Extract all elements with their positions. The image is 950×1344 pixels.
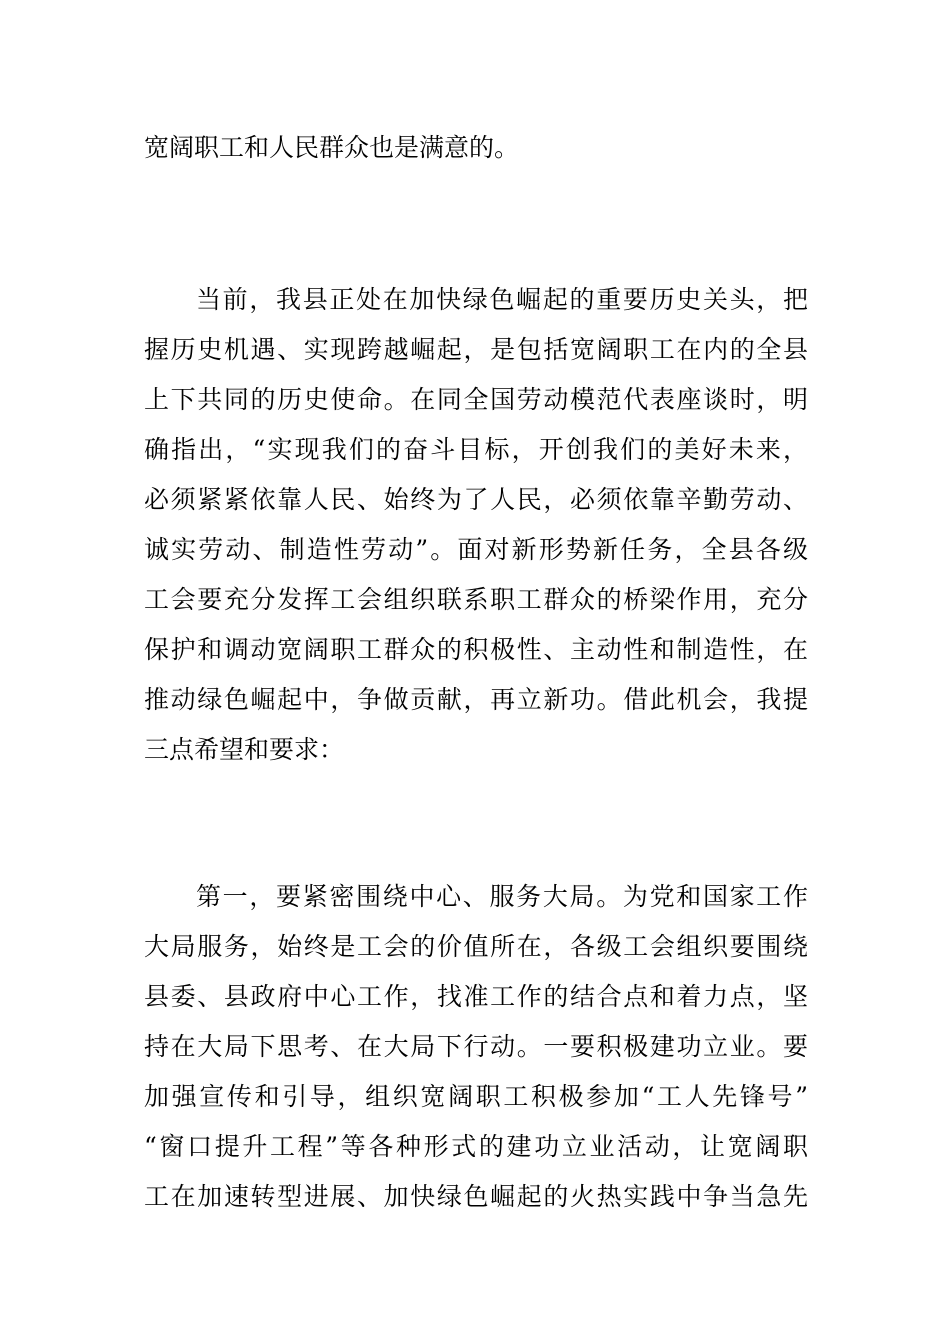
paragraph-3-line-6: “窗口提升工程”等各种形式的建功立业活动，让宽阔职 bbox=[144, 1132, 808, 1161]
paragraph-3-line-1: 第一，要紧密围绕中心、服务大局。为党和国家工作 bbox=[196, 882, 808, 911]
paragraph-2-line-1: 当前，我县正处在加快绿色崛起的重要历史关头，把 bbox=[196, 285, 808, 314]
paragraph-2-line-5: 必须紧紧依靠人民、始终为了人民，必须依靠辛勤劳动、 bbox=[144, 485, 808, 514]
paragraph-2-line-4: 确指出，“实现我们的奋斗目标，开创我们的美好未来， bbox=[144, 435, 808, 464]
paragraph-3-line-7: 工在加速转型进展、加快绿色崛起的火热实践中争当急先 bbox=[144, 1182, 808, 1211]
paragraph-2-line-10: 三点希望和要求： bbox=[144, 735, 345, 764]
paragraph-2-line-7: 工会要充分发挥工会组织联系职工群众的桥梁作用，充分 bbox=[144, 585, 808, 614]
paragraph-2-line-8: 保护和调动宽阔职工群众的积极性、主动性和制造性，在 bbox=[144, 635, 808, 664]
paragraph-1-line-1: 宽阔职工和人民群众也是满意的。 bbox=[144, 133, 520, 162]
paragraph-3-line-2: 大局服务，始终是工会的价值所在，各级工会组织要围绕 bbox=[144, 932, 808, 961]
paragraph-3-line-5: 加强宣传和引导，组织宽阔职工积极参加“工人先锋号” bbox=[144, 1082, 808, 1111]
paragraph-3-line-4: 持在大局下思考、在大局下行动。一要积极建功立业。要 bbox=[144, 1032, 808, 1061]
paragraph-2-line-6: 诚实劳动、制造性劳动”。面对新形势新任务，全县各级 bbox=[144, 535, 808, 564]
paragraph-2-line-3: 上下共同的历史使命。在同全国劳动模范代表座谈时，明 bbox=[144, 385, 808, 414]
paragraph-3-line-3: 县委、县政府中心工作，找准工作的结合点和着力点，坚 bbox=[144, 982, 808, 1011]
paragraph-2-line-2: 握历史机遇、实现跨越崛起，是包括宽阔职工在内的全县 bbox=[144, 335, 808, 364]
paragraph-2-line-9: 推动绿色崛起中，争做贡献，再立新功。借此机会，我提 bbox=[144, 685, 808, 714]
